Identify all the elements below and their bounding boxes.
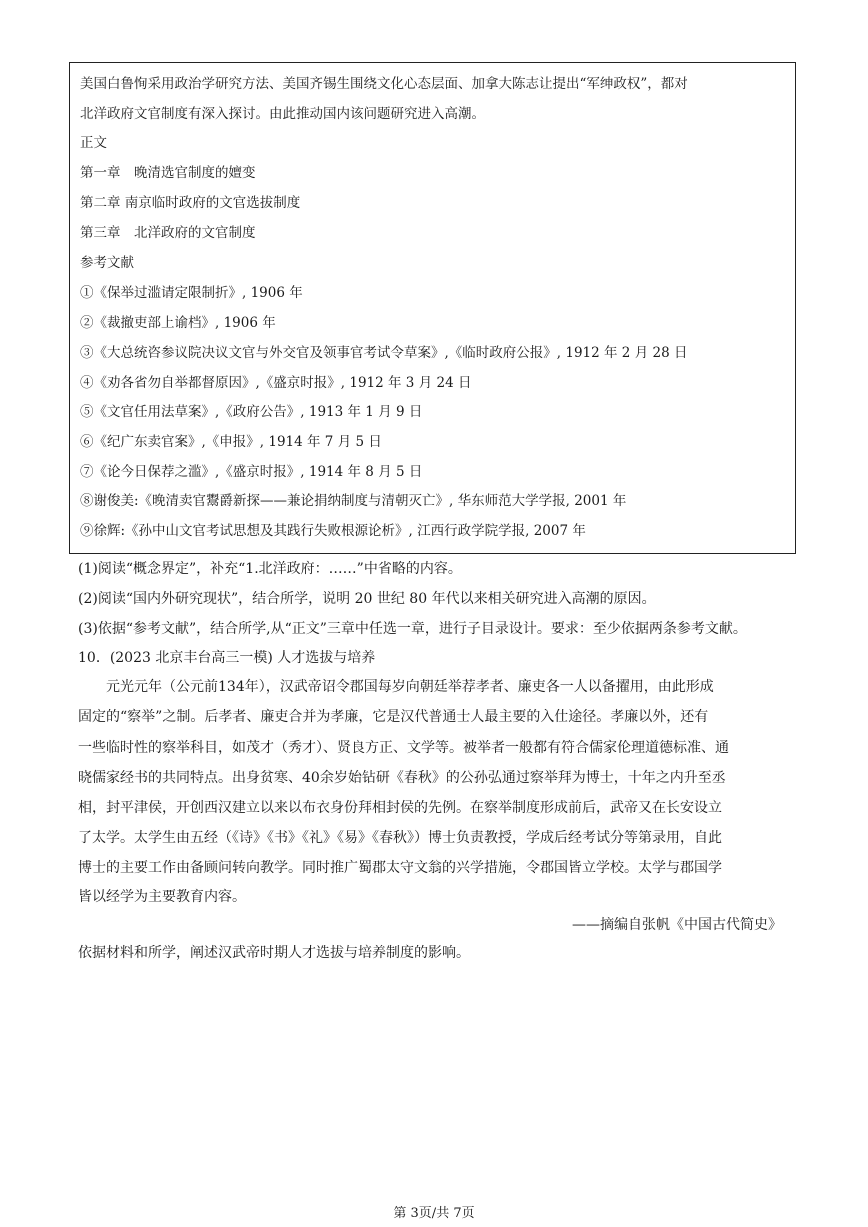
question-2: (2)阅读“国内外研究现状”，结合所学，说明 20 世纪 80 年代以来相关研究进入高潮的原因。 [78, 591, 656, 607]
reference-item: ③《大总统咨参议院决议文官与外交官及领事官考试令草案》,《临时政府公报》, 1912 年 2 月 28 日 [80, 345, 688, 361]
material-line: 相，封平津侯，开创西汉建立以来以布衣身份拜相封侯的先例。在察举制度形成前后，武帝又在长安设立 [78, 800, 722, 816]
question-10-task: 依据材料和所学，阐述汉武帝时期人才选拔与培养制度的影响。 [78, 945, 470, 961]
chapter-line: 第一章 晚清选官制度的嬗变 [80, 165, 256, 181]
material-line: 元光元年（公元前134年），汉武帝诏令郡国每岁向朝廷举荐孝者、廉吏各一人以备擢用，由此形成 [78, 679, 714, 695]
reference-item: ⑧谢俊美:《晚清卖官鬻爵新探——兼论捐纳制度与清朝灭亡》, 华东师范大学学报, 2001 年 [80, 493, 627, 509]
intro-line: 美国白鲁恂采用政治学研究方法、美国齐锡生围绕文化心态层面、加拿大陈志让提出“军绅政权”，都对 [80, 76, 688, 92]
page-footer: 第 3页/共 7页 [393, 1206, 475, 1221]
reference-item: ①《保举过滥请定限制折》, 1906 年 [80, 285, 303, 301]
reference-item: ④《劝各省勿自举都督原因》,《盛京时报》, 1912 年 3 月 24 日 [80, 375, 472, 391]
section-heading-main: 正文 [80, 135, 107, 151]
chapter-line: 第二章 南京临时政府的文官选拔制度 [80, 195, 301, 211]
material-line: 皆以经学为主要教育内容。 [78, 889, 246, 905]
reference-item: ⑤《文官任用法草案》,《政府公告》, 1913 年 1 月 9 日 [80, 404, 423, 420]
material-line: 晓儒家经书的共同特点。出身贫寒、40余岁始钻研《春秋》的公孙弘通过察举拜为博士，十年之内升至丞 [78, 770, 726, 786]
question-3: (3)依据“参考文献”，结合所学,从“正文”三章中任选一章，进行子目录设计。要求：至少依据两条参考文献。 [78, 621, 747, 637]
question-1: (1)阅读“概念界定”，补充“1.北洋政府：……”中省略的内容。 [78, 561, 462, 577]
reference-item: ⑨徐辉:《孙中山文官考试思想及其践行失败根源论析》, 江西行政学院学报, 2007 年 [80, 523, 586, 539]
section-heading-refs: 参考文献 [80, 255, 134, 271]
material-source: ——摘编自张帆《中国古代简史》 [572, 917, 782, 933]
material-line: 了太学。太学生由五经（《诗》《书》《礼》《易》《春秋》）博士负责教授，学成后经考试分等第录用，自此 [78, 830, 722, 846]
question-10-heading: 10．(2023 北京丰台高三一模) 人才选拔与培养 [78, 650, 376, 666]
material-line: 固定的“察举”之制。后孝者、廉吏合并为孝廉，它是汉代普通士人最主要的入仕途径。孝廉以外，还有 [78, 709, 709, 725]
material-line: 一些临时性的察举科目，如茂才（秀才）、贤良方正、文学等。被举者一般都有符合儒家伦理道德标准、通 [78, 740, 729, 756]
reference-item: ⑦《论今日保荐之滥》,《盛京时报》, 1914 年 8 月 5 日 [80, 464, 423, 480]
reference-item: ⑥《纪广东卖官案》,《申报》, 1914 年 7 月 5 日 [80, 434, 382, 450]
material-line: 博士的主要工作由备顾问转向教学。同时推广蜀郡太守文翁的兴学措施，令郡国皆立学校。太学与郡国学 [78, 860, 722, 876]
reference-item: ②《裁撤吏部上谕档》, 1906 年 [80, 315, 276, 331]
intro-line: 北洋政府文官制度有深入探讨。由此推动国内该问题研究进入高潮。 [80, 106, 485, 122]
chapter-line: 第三章 北洋政府的文官制度 [80, 225, 256, 241]
